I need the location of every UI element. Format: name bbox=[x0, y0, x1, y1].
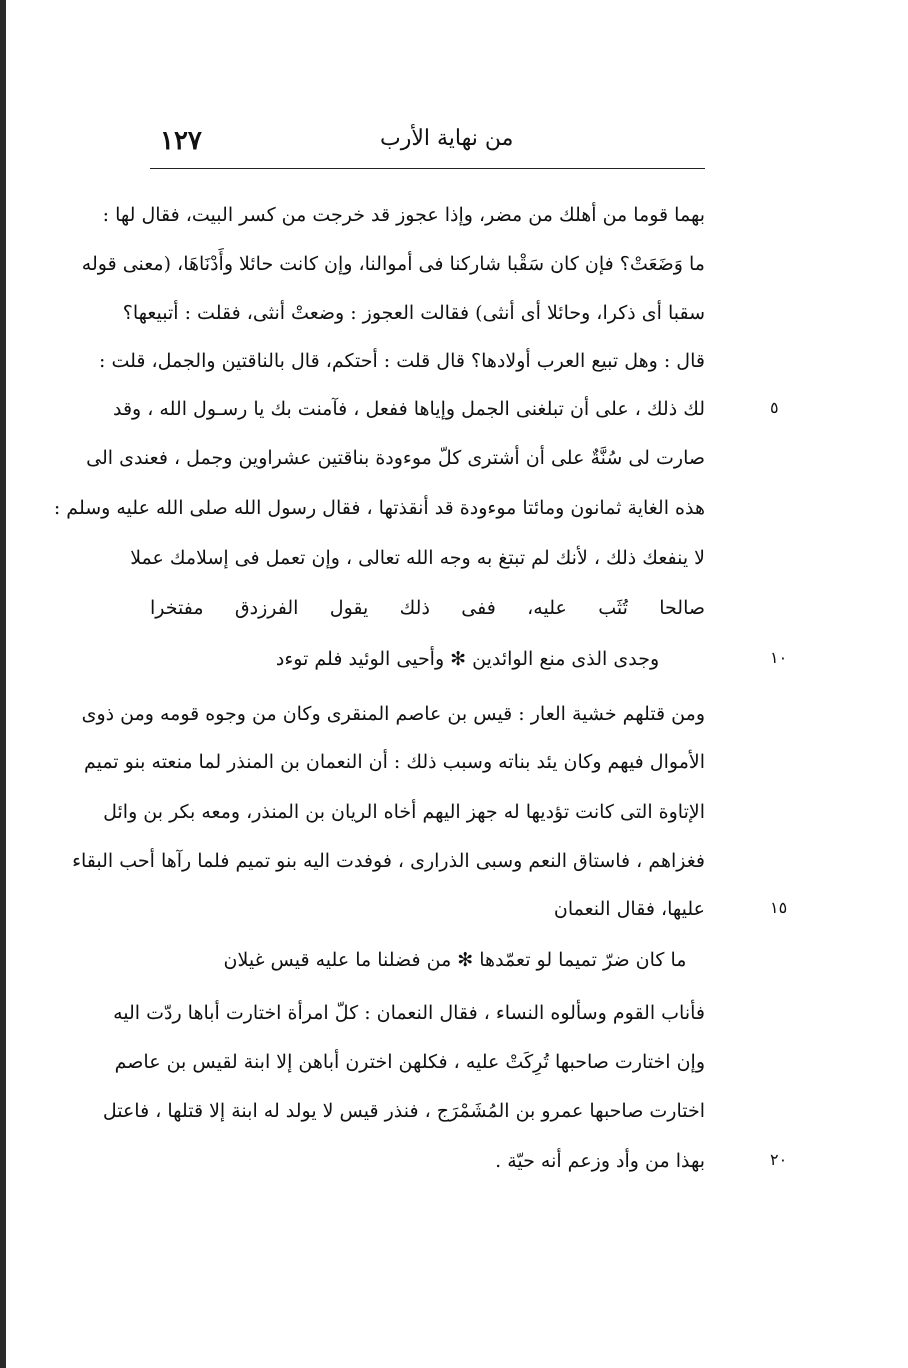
text-line: هذه الغاية ثمانون ومائتا موءودة قد أنقذتها ، فقال رسول الله صلى الله عليه وسلم : bbox=[53, 497, 705, 519]
text-line: صالحا تُثَب عليه، ففى ذلك يقول الفرزدق مفتخرا bbox=[150, 597, 705, 619]
text-line: لك ذلك ، على أن تبلغنى الجمل وإياها ففعل ، فآمنت بك يا رسـول الله ، وقد bbox=[112, 398, 705, 420]
text-line: وإن اختارت صاحبها تُرِكَتْ عليه ، فكلهن اخترن أباهن إلا ابنة لقيس بن عاصم bbox=[114, 1051, 705, 1073]
text-line: فأناب القوم وسألوه النساء ، فقال النعمان : كلّ امرأة اختارت أباها ردّت اليه bbox=[113, 1002, 705, 1024]
text-line: صارت لى سُنَّةٌ على أن أشترى كلّ موءودة بناقتين عشراوين وجمل ، فعندى الى bbox=[86, 447, 705, 469]
page-header bbox=[150, 120, 705, 170]
text-line: بهما قوما من أهلك من مضر، وإذا عجوز قد خرجت من كسر البيت، فقال لها : bbox=[102, 204, 705, 226]
text-line: قال : وهل تبيع العرب أولادها؟ قال قلت : أحتكم، قال بالناقتين والجمل، قلت : bbox=[99, 350, 705, 372]
page-binding-edge bbox=[0, 0, 6, 1368]
page-number: ١٢٧ bbox=[160, 126, 202, 156]
line-number: ٢٠ bbox=[770, 1150, 788, 1169]
line-number: ٥ bbox=[770, 398, 779, 417]
text-line: الأموال فيهم وكان يئد بناته وسبب ذلك : أن النعمان بن المنذر لما منعته بنو تميم bbox=[83, 751, 705, 773]
header-rule bbox=[150, 168, 705, 169]
text-line: فغزاهم ، فاستاق النعم وسبى الذرارى ، فوفدت اليه بنو تميم فلما رآها أحب البقاء bbox=[72, 850, 705, 872]
text-line: اختارت صاحبها عمرو بن المُشَمْرَج ، فنذر قيس لا يولد له ابنة إلا قتلها ، فاعتل bbox=[102, 1100, 705, 1122]
text-line: ومن قتلهم خشية العار : قيس بن عاصم المنقرى وكان من وجوه قومه ومن ذوى bbox=[81, 703, 705, 725]
line-number: ١٥ bbox=[770, 898, 788, 917]
verse-line: وجدى الذى منع الوائدين ✻ وأحيى الوئيد فلم توءد bbox=[275, 648, 660, 670]
text-line: الإتاوة التى كانت تؤديها له جهز اليهم أخاه الريان بن المنذر، ومعه بكر بن وائل bbox=[103, 801, 705, 823]
text-line: ما وَضَعَتْ؟ فإن كان سَقْبا شاركنا فى أموالنا، وإن كانت حائلا وأَدْنَاهَا، (معنى قوله bbox=[81, 253, 705, 275]
text-line: لا ينفعك ذلك ، لأنك لم تبتغ به وجه الله تعالى ، وإن تعمل فى إسلامك عملا bbox=[130, 547, 705, 569]
text-line: بهذا من وأد وزعم أنه حيّة . bbox=[495, 1150, 705, 1172]
text-line: عليها، فقال النعمان bbox=[553, 898, 705, 920]
verse-line: ما كان ضرّ تميما لو تعمّدها ✻ من فضلنا ما عليه قيس غيلان bbox=[223, 949, 687, 971]
running-title: من نهاية الأرب bbox=[380, 126, 514, 151]
text-line: سقبا أى ذكرا، وحائلا أى أنثى) فقالت العجوز : وضعتْ أنثى، فقلت : أتبيعها؟ bbox=[122, 302, 705, 324]
line-number: ١٠ bbox=[770, 648, 788, 667]
